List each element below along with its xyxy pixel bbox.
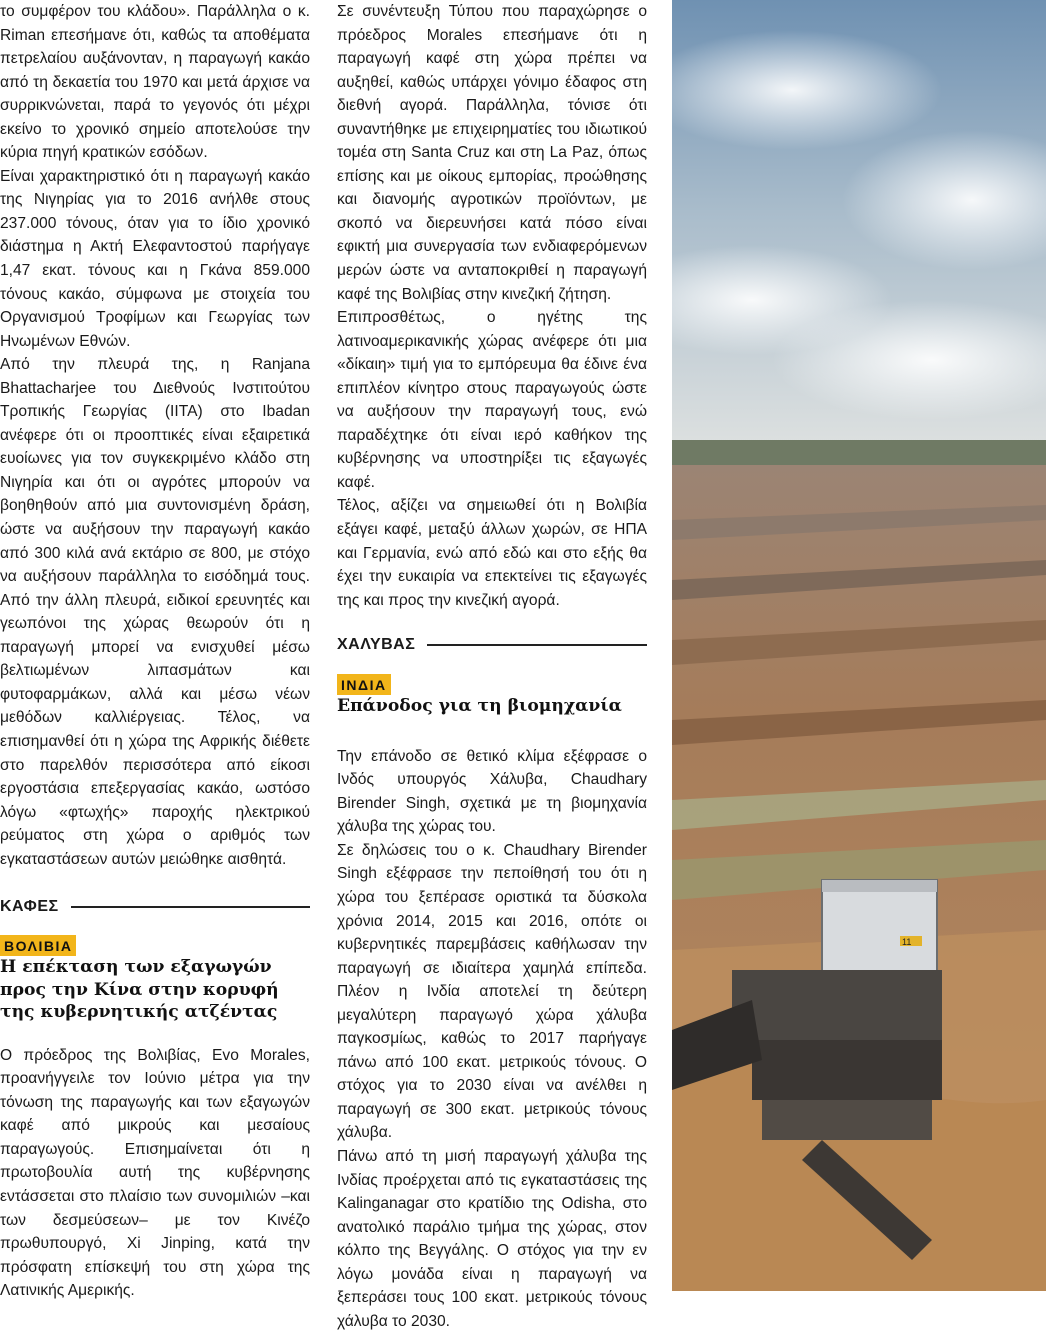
paragraph: Από την πλευρά της, η Ranjana Bhattacharjee του Διεθνούς Ινστιτούτου Τροπικής Γεωργίας (IITA) στο Ibadan ανέφερε ότι οι προοπτικές είναι εξαιρετικά ευοίωνες για τον συγκεκριμένο κλάδο στη Νιγηρία και ότι οι αγρότες μπορούν να βοηθηθούν από μια συντονισμένη δράση, ώστε να αυξήσουν την παραγωγή κακάο από 300 κιλά ανά εκτάριο σε 800, με στόχο να αυξήσουν παράλληλα το εισόδημά τους. Από την άλλη πλευρά, ειδικοί ερευνητές και γεωπόνοι της χώρας θεωρούν ότι η παραγωγή μπορεί να ενισχυθεί μέσω βελτιωμένων λιπασμάτων και φυτοφαρμάκων, αλλά και μέσω νέων μεθόδων καλλιέργειας. Τέλος, να επισημανθεί ότι η χώρα της Αφρικής διέθετε στο παρελθόν περισσότερα από είκοσι εργοστάσια επεξεργασίας κακάο, ωστόσο λόγω «φτωχής» παροχής ηλεκτρικού ρεύματος στη χώρα ο αριθμός των εγκαταστάσεων αυτών μειώθηκε αισθητά. <box>0 356 310 868</box>
excavator-cabin <box>822 880 937 975</box>
paragraph: το συμφέρον του κλάδου». Παράλληλα ο κ. Riman επεσήμανε ότι, καθώς τα αποθέματα πετρελαίου αυξάνονταν, η παραγωγή κακάο από τη δεκαετία του 1970 και μετά άρχισε να συρρικνώνεται, παρά το γεγονός ότι μέχρι εκείνο το χρονικό σημείο αποτελούσε την κύρια πηγή κρατικών εσόδων. <box>0 3 310 162</box>
article-column-middle <box>337 0 647 1333</box>
section-title: ΧΑΛΥΒΑΣ <box>337 636 416 654</box>
country-badge-bolivia: ΒΟΛΙΒΙΑ <box>0 935 76 956</box>
section-rule <box>71 906 310 908</box>
section-header-steel <box>337 636 647 654</box>
excavator-lower <box>752 1040 942 1100</box>
excavator-roof <box>822 880 937 892</box>
paragraph: Ο πρόεδρος της Βολιβίας, Evo Morales, προανήγγειλε τον Ιούνιο μέτρα για την τόνωση της παραγωγής και των εξαγωγών καφέ από μικρούς και μεσαίους παραγωγούς. Επισημαίνεται ότι η πρωτοβουλία αυτή της κυβέρνησης εντάσσεται στο πλαίσιο των συνομιλιών –και των δεσμεύσεων– με τον Κινέζο πρωθυπουργό, Xi Jinping, κατά την πρόσφατη επίσκεψή του στη χώρα της Λατινικής Αμερικής. <box>0 1046 310 1300</box>
excavator-number: 11 <box>902 937 912 947</box>
section-header-coffee <box>0 898 310 916</box>
india-article-body <box>337 745 647 1333</box>
country-badge-wrap <box>0 935 310 956</box>
paragraph: Είναι χαρακτηριστικό ότι η παραγωγή κακάο της Νιγηρίας για το 2016 ανήλθε στους 237.000 τόνους, όταν για το ίδιο χρονικό διάστημα η Ακτή Ελεφαντοστού παρήγαγε 1,47 εκατ. τόνους και η Γκάνα 859.000 τόνους κακάο, σύμφωνα με στοιχεία του Οργανισμού Τροφίμων και Γεωργίας των Ηνωμένων Εθνών. <box>0 167 310 350</box>
country-badge-wrap <box>337 674 647 695</box>
article-headline-bolivia: Η επέκταση των εξαγωγών προς την Κίνα στην κορυφή της κυβερνητικής ατζέντας <box>0 957 279 1023</box>
excavator-body <box>732 970 942 1040</box>
article-headline-india: Επάνοδος για τη βιομηχανία <box>337 696 622 717</box>
bolivia-article-body <box>0 1044 310 1303</box>
article-column-left <box>0 0 310 1303</box>
mine-excavator-photo <box>672 0 1046 1291</box>
paragraph: Επιπροσθέτως, ο ηγέτης της λατινοαμερικανικής χώρας ανέφερε ότι μια «δίκαιη» τιμή για το εμπόρευμα θα έδινε ένα επιπλέον κίνητρο στους παραγωγούς ώστε να αυξήσουν την παραγωγή τους, ενώ παραδέχτηκε ότι είναι ιερό καθήκον της κυβέρνησης να υποστηρίξει τις εξαγωγές καφέ. <box>337 309 647 491</box>
paragraph: Πάνω από τη μισή παραγωγή χάλυβα της Ινδίας προέρχεται από τις εγκαταστάσεις της Kalinganagar στο κρατίδιο της Odisha, στο ανατολικό παράλιο τμήμα της χώρας, στον κόλπο της Βεγγάλης. Ο στόχος για την εν λόγω μονάδα είναι η παραγωγή να ξεπεράσει τους 100 εκατ. μετρικούς τόνους χάλυβα το 2030. <box>337 1148 647 1330</box>
section-rule <box>427 644 647 646</box>
paragraph: Τέλος, αξίζει να σημειωθεί ότι η Βολιβία εξάγει καφέ, μεταξύ άλλων χωρών, σε ΗΠΑ και Γερμανία, ενώ από εδώ και στο εξής θα έχει την ευκαιρία να επεκτείνει τις εξαγωγές της και προς την κινεζική αγορά. <box>337 497 647 609</box>
country-badge-india: ΙΝΔΙΑ <box>337 674 391 695</box>
bolivia-article-continued <box>337 0 647 612</box>
paragraph: Την επάνοδο σε θετικό κλίμα εξέφρασε ο Ινδός υπουργός Χάλυβα, Chaudhary Birender Singh, σχετικά με τη βιομηχανία χάλυβα της χώρας του. <box>337 747 647 836</box>
paragraph: Σε συνέντευξη Τύπου που παραχώρησε ο πρόεδρος Morales επεσήμανε ότι η παραγωγή καφέ στη χώρα πρέπει να αυξηθεί, καθώς υπάρχει γόνιμο έδαφος στη διεθνή αγορά. Παράλληλα, τόνισε ότι συναντήθηκε με επιχειρηματίες του ιδιωτικού τομέα στη Santa Cruz και στη La Paz, όπως επίσης και με οίκους εμπορίας, προώθησης και διανομής αγροτικών προϊόντων, με σκοπό να διερευνήσει κατά πόσο είναι εφικτή μια συνεργασία των ενδιαφερόμενων μερών ώστε να ανταποκριθεί η παραγωγή καφέ της Βολιβίας στην κινεζική ζήτηση. <box>337 3 647 303</box>
section-title: ΚΑΦΕΣ <box>0 898 59 916</box>
paragraph: Σε δηλώσεις του ο κ. Chaudhary Birender Singh εξέφρασε την πεποίθησή του ότι η χώρα του ξεπέρασε οριστικά τα δύσκολα χρόνια 2014, 2015 και 2016, οπότε οι κυβερνητικές παρεμβάσεις καθήλωσαν την παραγωγή σε ιδιαίτερα χαμηλά επίπεδα. Πλέον η Ινδία αποτελεί τη δεύτερη μεγαλύτερη παραγωγό χώρα χάλυβα παγκοσμίως, καθώς το 2017 παρήγαγε πάνω από 100 εκατ. μετρικούς τόνους. Ο στόχος για το 2030 είναι να ανέλθει η παραγωγή σε 300 εκατ. μετρικούς τόνους χάλυβα. <box>337 841 647 1142</box>
cocoa-article-continued <box>0 0 310 871</box>
excavator-tracks <box>762 1100 932 1140</box>
